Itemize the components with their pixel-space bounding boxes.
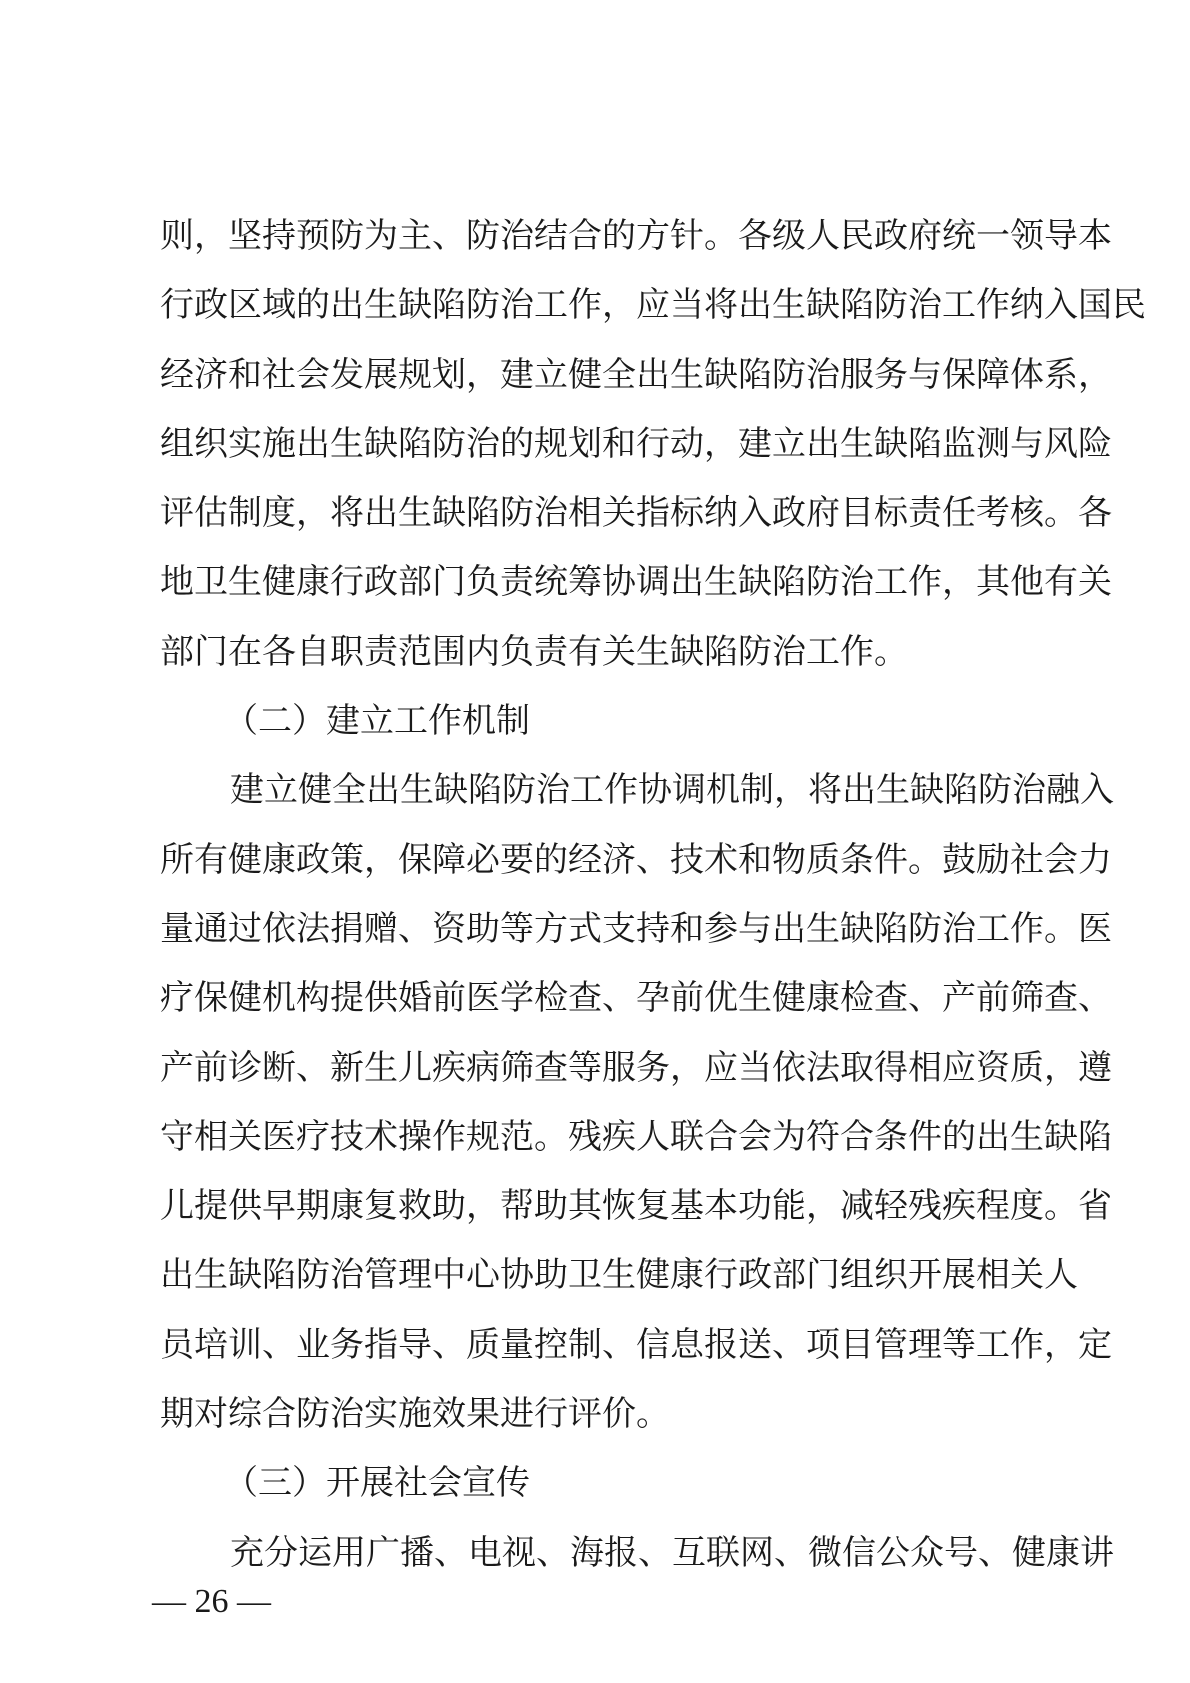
paragraph-line: 疗保健机构提供婚前医学检查、孕前优生健康检查、产前筛查、 [160,978,1112,1019]
paragraph-line: 期对综合防治实施效果进行评价。 [160,1394,670,1435]
paragraph-line: 部门在各自职责范围内负责有关生缺陷防治工作。 [160,631,908,672]
paragraph-line: 则，坚持预防为主、防治结合的方针。各级人民政府统一领导本 [160,216,1112,256]
paragraph-line: 产前诊断、新生儿疾病筛查等服务，应当依法取得相应资质，遵 [160,1047,1112,1088]
paragraph-line: 行政区域的出生缺陷防治工作，应当将出生缺陷防治工作纳入国民 [160,285,1146,326]
paragraph-line: 充分运用广播、电视、海报、互联网、微信公众号、健康讲 [230,1532,1114,1573]
paragraph-line: 地卫生健康行政部门负责统筹协调出生缺陷防治工作，其他有关 [160,562,1112,603]
paragraph-line: 出生缺陷防治管理中心协助卫生健康行政部门组织开展相关人 [160,1255,1078,1296]
paragraph-line: 儿提供早期康复救助，帮助其恢复基本功能，减轻残疾程度。省 [160,1186,1112,1227]
section-heading: （二）建立工作机制 [224,701,530,742]
paragraph-line: 守相关医疗技术操作规范。残疾人联合会为符合条件的出生缺陷 [160,1116,1112,1157]
paragraph-line: 经济和社会发展规划，建立健全出生缺陷防治服务与保障体系， [160,354,1112,395]
section-heading: （三）开展社会宣传 [224,1463,530,1504]
paragraph-line: 员培训、业务指导、质量控制、信息报送、项目管理等工作，定 [160,1324,1112,1365]
paragraph-line: 所有健康政策，保障必要的经济、技术和物质条件。鼓励社会力 [160,839,1112,880]
paragraph-line: 建立健全出生缺陷防治工作协调机制，将出生缺陷防治融入 [230,770,1114,811]
body-text [160,212,1146,1598]
paragraph-line: 评估制度，将出生缺陷防治相关指标纳入政府目标责任考核。各 [160,493,1112,534]
page-number: — 26 — [152,1583,271,1620]
paragraph-line: 量通过依法捐赠、资助等方式支持和参与出生缺陷防治工作。医 [160,908,1112,949]
paragraph-line: 组织实施出生缺陷防治的规划和行动，建立出生缺陷监测与风险 [160,423,1112,464]
